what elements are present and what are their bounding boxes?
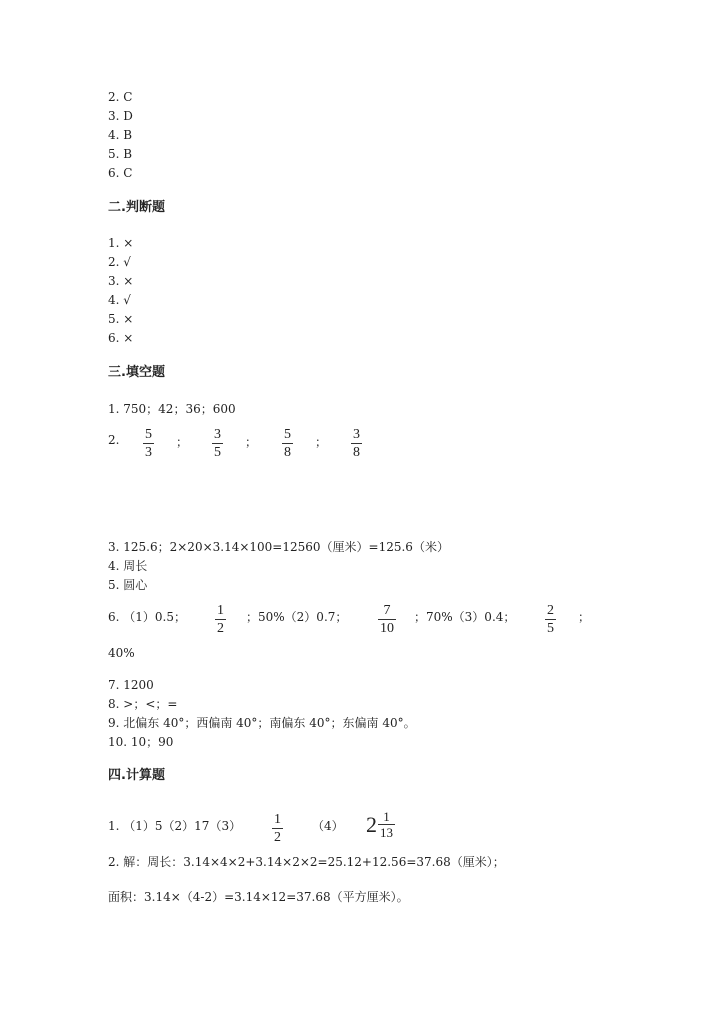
separator: ； <box>176 435 189 449</box>
fraction: 1 2 <box>217 603 224 636</box>
answer-text: ；50%（2）0.7； <box>246 610 348 624</box>
fraction: 2 5 <box>547 603 554 636</box>
answer-line: 5. B <box>108 147 133 161</box>
answer-text: 6. （1）0.5； <box>108 610 186 624</box>
answer-line: 面积：3.14×（4-2）=3.14×12=37.68（平方厘米）。 <box>108 890 409 904</box>
answer-line: 10. 10；90 <box>108 735 174 749</box>
answer-line: 1. 750；42；36；600 <box>108 402 236 416</box>
section-title-judgment: 二.判断题 <box>108 200 165 215</box>
separator: ； <box>315 435 328 449</box>
answer-line: 8. >；<；= <box>108 697 178 711</box>
answer-line: 3. 125.6；2×20×3.14×100=12560（厘米）=125.6（米） <box>108 540 449 554</box>
answer-line: 1. × <box>108 236 134 250</box>
answer-line: 5. × <box>108 312 134 326</box>
answer-line: 7. 1200 <box>108 678 154 692</box>
answer-line: 3. D <box>108 109 133 123</box>
answer-line: 5. 圆心 <box>108 578 148 592</box>
answer-line: 4. 周长 <box>108 559 148 573</box>
separator: ； <box>245 435 258 449</box>
answer-line: 6. C <box>108 166 133 180</box>
section-title-calculation: 四.计算题 <box>108 768 165 783</box>
answer-line: 2. C <box>108 90 133 104</box>
answer-line: 6. × <box>108 331 134 345</box>
answer-text: （4） <box>312 819 344 833</box>
answer-text: ；70%（3）0.4； <box>414 610 516 624</box>
fraction: 7 10 <box>380 603 394 636</box>
mixed-number: 2 $\frac{1}{13}$ <box>366 809 393 840</box>
answer-text: 1. （1）5（2）17（3） <box>108 819 242 833</box>
fraction: 1 2 <box>274 812 281 845</box>
answer-line: 2. 解：周长：3.14×4×2+3.14×2×2=25.12+12.56=37.68（厘米）； <box>108 855 505 869</box>
answer-line: 4. √ <box>108 293 131 307</box>
fraction: 3 8 <box>353 427 360 460</box>
answer-line: 4. B <box>108 128 133 142</box>
answer-line: 3. × <box>108 274 134 288</box>
fraction: 3 5 <box>214 427 221 460</box>
answer-text: ； <box>578 610 591 624</box>
section-title-fill-blank: 三.填空题 <box>108 365 165 380</box>
question-label: 2. <box>108 433 120 447</box>
answer-line: 40% <box>108 646 135 660</box>
answer-line: 9. 北偏东 40°；西偏南 40°；南偏东 40°；东偏南 40°。 <box>108 716 416 730</box>
answer-line: 2. √ <box>108 255 131 269</box>
fraction: 5 3 <box>145 427 152 460</box>
fraction: 5 8 <box>284 427 291 460</box>
